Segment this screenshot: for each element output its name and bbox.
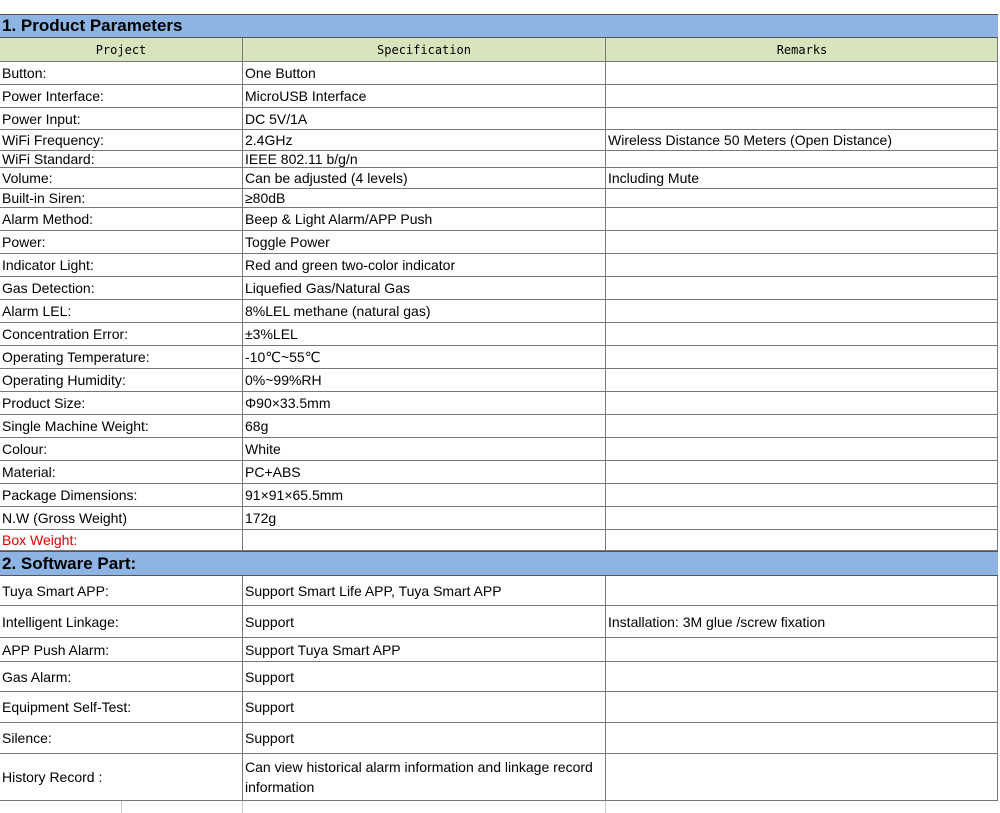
table-row (0, 62, 998, 85)
cell-remarks[interactable] (605, 638, 998, 661)
grid-line (121, 801, 122, 813)
cell-project[interactable]: History Record : (2, 769, 103, 785)
cell-remarks[interactable] (605, 438, 998, 460)
table-row (0, 723, 998, 754)
cell-remarks[interactable] (605, 189, 998, 207)
cell-project[interactable]: Concentration Error: (2, 326, 129, 342)
cell-project[interactable]: Colour: (2, 441, 48, 457)
cell-remarks[interactable] (605, 62, 998, 84)
section-header-software-part[interactable] (0, 551, 998, 576)
cell-specification[interactable]: Support (242, 662, 605, 691)
table-row (0, 606, 998, 638)
cell-project[interactable]: Volume: (2, 170, 53, 186)
cell-remarks[interactable] (605, 108, 998, 129)
cell-specification[interactable]: Liquefied Gas/Natural Gas (242, 277, 605, 299)
cell-specification[interactable]: 2.4GHz (242, 130, 605, 150)
cell-remarks[interactable] (605, 484, 998, 506)
cell-specification[interactable]: Beep & Light Alarm/APP Push (242, 208, 605, 230)
cell-remarks[interactable] (605, 662, 998, 691)
cell-project[interactable]: Intelligent Linkage: (2, 613, 119, 630)
cell-remarks[interactable] (605, 151, 998, 167)
cell-project[interactable]: APP Push Alarm: (2, 641, 110, 658)
cell-remarks[interactable] (605, 692, 998, 722)
cell-project[interactable]: Material: (2, 464, 56, 480)
cell-project[interactable]: Button: (2, 65, 47, 81)
cell-specification[interactable]: Support Smart Life APP, Tuya Smart APP (242, 576, 605, 605)
cell-specification[interactable]: -10℃~55℃ (242, 346, 605, 368)
cell-specification[interactable]: 91×91×65.5mm (242, 484, 605, 506)
cell-remarks[interactable] (605, 461, 998, 483)
table-row (0, 392, 998, 415)
cell-remarks[interactable] (605, 754, 998, 800)
cell-specification[interactable]: Support (242, 606, 605, 637)
cell-project[interactable]: Indicator Light: (2, 257, 94, 273)
grid-line (242, 801, 243, 813)
cell-project[interactable]: Alarm LEL: (2, 303, 72, 319)
column-header-project[interactable]: Project (95, 42, 147, 57)
cell-project[interactable]: Silence: (2, 730, 52, 746)
cell-project[interactable]: Power: (2, 234, 46, 250)
cell-specification[interactable]: ±3%LEL (242, 323, 605, 345)
cell-specification[interactable]: Support (242, 692, 605, 722)
table-row (0, 576, 998, 606)
table-row (0, 231, 998, 254)
table-row (0, 438, 998, 461)
cell-project[interactable]: Power Input: (2, 110, 81, 127)
cell-specification[interactable]: 8%LEL methane (natural gas) (242, 300, 605, 322)
table-row (0, 323, 998, 346)
cell-remarks[interactable]: Wireless Distance 50 Meters (Open Distance) (605, 130, 998, 150)
cell-specification[interactable]: 68g (242, 415, 605, 437)
column-header-row (0, 38, 998, 62)
cell-project[interactable]: Package Dimensions: (2, 487, 138, 503)
cell-remarks[interactable] (605, 530, 998, 550)
table-row (0, 662, 998, 692)
cell-specification[interactable]: Can view historical alarm information and linkage record information (242, 754, 605, 800)
cell-remarks[interactable] (605, 85, 998, 107)
cell-remarks[interactable] (605, 254, 998, 276)
cell-specification[interactable]: Can be adjusted (4 levels) (242, 168, 605, 188)
section-title: 1. Product Parameters (2, 16, 183, 35)
cell-specification[interactable]: White (242, 438, 605, 460)
table-row (0, 484, 998, 507)
cell-project[interactable]: WiFi Frequency: (2, 132, 104, 148)
cell-remarks[interactable]: Installation: 3M glue /screw fixation (605, 606, 998, 637)
cell-remarks[interactable] (605, 576, 998, 605)
table-row (0, 189, 998, 208)
cell-project[interactable]: N.W (Gross Weight) (2, 510, 127, 526)
cell-specification[interactable]: 0%~99%RH (242, 369, 605, 391)
column-header-remarks[interactable]: Remarks (605, 38, 998, 61)
table-row (0, 507, 998, 530)
cell-project[interactable]: Operating Temperature: (2, 349, 150, 365)
cell-project[interactable]: WiFi Standard: (2, 151, 95, 167)
grid-line (605, 801, 606, 813)
cell-remarks[interactable] (605, 208, 998, 230)
cell-specification[interactable]: Support Tuya Smart APP (242, 638, 605, 661)
cell-project[interactable]: Power Interface: (2, 88, 104, 104)
cell-specification[interactable]: MicroUSB Interface (242, 85, 605, 107)
cell-project[interactable]: Alarm Method: (2, 211, 94, 227)
section-title: 2. Software Part: (2, 553, 137, 573)
table-row (0, 168, 998, 189)
cell-project[interactable]: Built-in Siren: (2, 190, 86, 206)
table-row (0, 415, 998, 438)
cell-project[interactable]: Gas Detection: (2, 280, 95, 296)
cell-specification[interactable]: One Button (242, 62, 605, 84)
cell-remarks[interactable] (605, 277, 998, 299)
cell-specification[interactable]: DC 5V/1A (242, 108, 605, 129)
cell-remarks[interactable] (605, 392, 998, 414)
section-header-product-parameters[interactable] (0, 14, 998, 38)
cell-specification[interactable]: IEEE 802.11 b/g/n (242, 151, 605, 167)
cell-remarks[interactable] (605, 323, 998, 345)
table-row (0, 130, 998, 151)
cell-remarks[interactable] (605, 507, 998, 529)
table-row (0, 461, 998, 484)
cell-specification[interactable]: Red and green two-color indicator (242, 254, 605, 276)
cell-specification[interactable]: 172g (242, 507, 605, 529)
table-row (0, 254, 998, 277)
table-row (0, 300, 998, 323)
cell-project[interactable]: Box Weight: (2, 532, 78, 548)
cell-project[interactable]: Tuya Smart APP: (2, 582, 109, 599)
cell-project[interactable]: Product Size: (2, 395, 86, 411)
table-row (0, 151, 998, 168)
table-row (0, 85, 998, 108)
table-row (0, 754, 998, 801)
cell-project[interactable]: Gas Alarm: (2, 668, 72, 685)
cell-remarks[interactable] (605, 723, 998, 753)
cell-specification[interactable]: Φ90×33.5mm (242, 392, 605, 414)
cell-project[interactable]: Equipment Self-Test: (2, 699, 132, 715)
cell-remarks[interactable] (605, 369, 998, 391)
cell-remarks[interactable] (605, 231, 998, 253)
cell-specification[interactable]: Toggle Power (242, 231, 605, 253)
cell-specification[interactable]: Support (242, 723, 605, 753)
table-row (0, 530, 998, 551)
cell-remarks[interactable] (605, 346, 998, 368)
table-row (0, 208, 998, 231)
table-row (0, 277, 998, 300)
table-row (0, 108, 998, 130)
cell-remarks[interactable] (605, 300, 998, 322)
cell-project[interactable]: Operating Humidity: (2, 372, 126, 388)
cell-project[interactable]: Single Machine Weight: (2, 418, 149, 434)
table-row (0, 692, 998, 723)
cell-specification[interactable]: PC+ABS (242, 461, 605, 483)
table-row (0, 638, 998, 662)
cell-specification[interactable] (242, 530, 605, 550)
cell-remarks[interactable]: Including Mute (605, 168, 998, 188)
table-row (0, 369, 998, 392)
column-header-specification[interactable]: Specification (242, 38, 605, 61)
cell-specification[interactable]: ≥80dB (242, 189, 605, 207)
cell-remarks[interactable] (605, 415, 998, 437)
table-row (0, 346, 998, 369)
